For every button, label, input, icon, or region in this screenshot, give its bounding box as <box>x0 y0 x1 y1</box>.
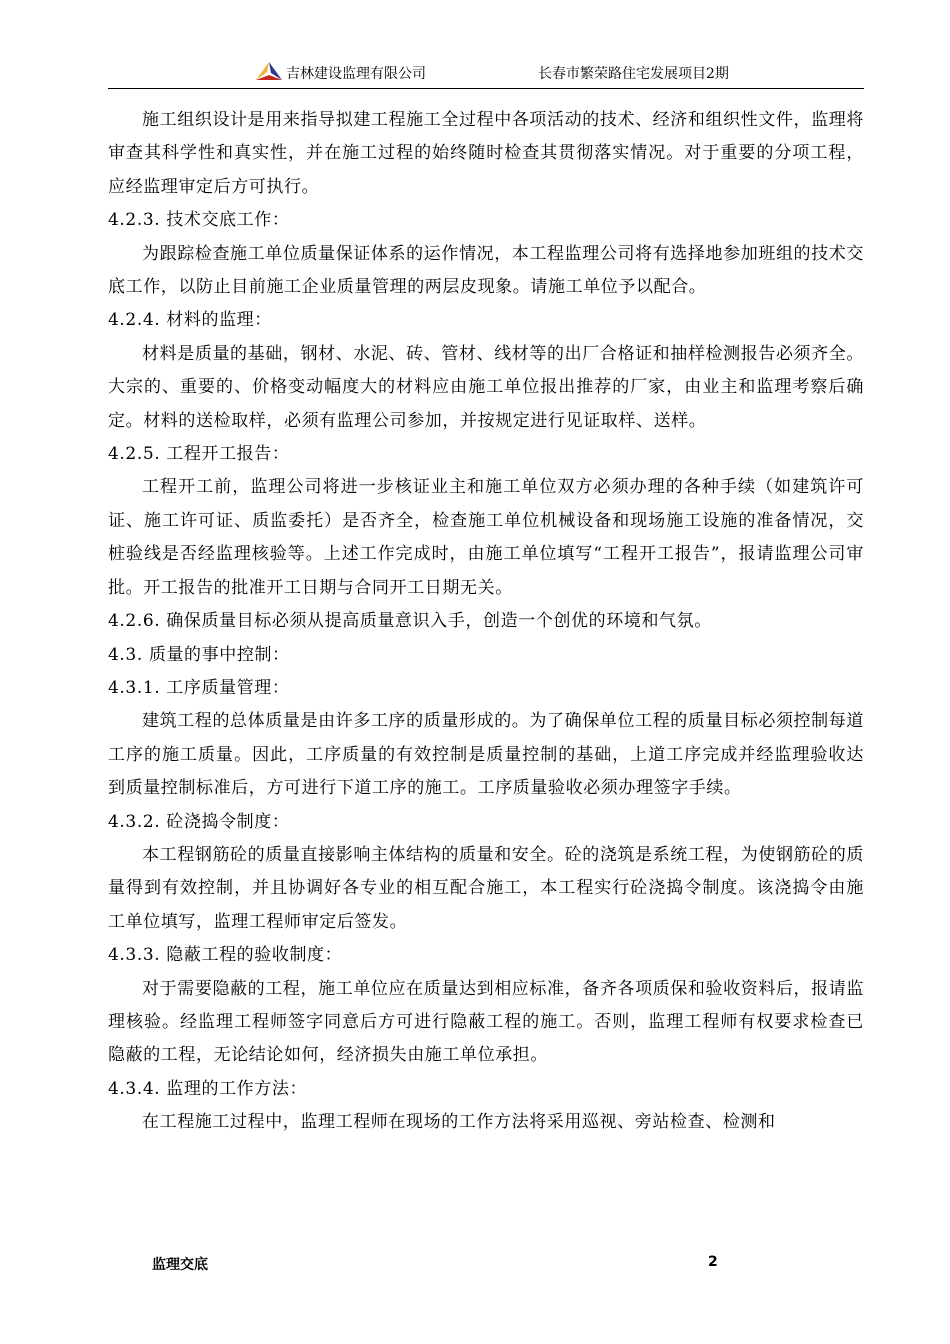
body-paragraph: 对于需要隐蔽的工程，施工单位应在质量达到相应标准，备齐各项质保和验收资料后，报请监理核验。经监理工程师签字同意后方可进行隐蔽工程的施工。否则，监理工程师有权要求检查已隐蔽的工程，无论结论如何，经济损失由施工单位承担。 <box>108 978 864 1066</box>
section-heading: 4.2.3. 技术交底工作： <box>108 210 290 231</box>
company-logo-icon <box>254 60 284 82</box>
body-paragraph: 材料是质量的基础，钢材、水泥、砖、管材、线材等的出厂合格证和抽样检测报告必须齐全。大宗的、重要的、价格变动幅度大的材料应由施工单位报出推荐的厂家，由业主和监理考察后确定。材料的送检取样，必须有监理公司参加，并按规定进行见证取样、送样。 <box>108 343 864 431</box>
body-paragraph: 建筑工程的总体质量是由许多工序的质量形成的。为了确保单位工程的质量目标必须控制每道工序的施工质量。因此，工序质量的有效控制是质量控制的基础，上道工序完成并经监理验收达到质量控制标准后，方可进行下道工序的施工。工序质量验收必须办理签字手续。 <box>108 711 864 799</box>
body-paragraph: 本工程钢筋砼的质量直接影响主体结构的质量和安全。砼的浇筑是系统工程，为使钢筋砼的质量得到有效控制，并且协调好各专业的相互配合施工，本工程实行砼浇捣令制度。该浇捣令由施工单位填写，监理工程师审定后签发。 <box>108 844 864 932</box>
footer-title: 监理交底 <box>152 1257 208 1273</box>
section-heading: 4.3. 质量的事中控制： <box>108 644 290 665</box>
section-heading: 4.3.4. 监理的工作方法： <box>108 1078 308 1099</box>
section-heading: 4.3.2. 砼浇捣令制度： <box>108 811 290 832</box>
page-number: 2 <box>708 1254 718 1270</box>
project-name: 长春市繁荣路住宅发展项目2期 <box>538 66 729 82</box>
document-body <box>108 104 864 1140</box>
company-name: 吉林建设监理有限公司 <box>286 66 426 82</box>
header-divider <box>108 88 864 89</box>
page-header <box>108 58 864 88</box>
section-heading: 4.2.4. 材料的监理： <box>108 310 272 331</box>
section-heading: 4.3.3. 隐蔽工程的验收制度： <box>108 945 343 966</box>
body-paragraph: 工程开工前，监理公司将进一步核证业主和施工单位双方必须办理的各种手续（如建筑许可证、施工许可证、质监委托）是否齐全，检查施工单位机械设备和现场施工设施的准备情况，交桩验线是否经监理核验等。上述工作完成时，由施工单位填写“工程开工报告”，报请监理公司审批。开工报告的批准开工日期与合同开工日期无关。 <box>108 477 864 598</box>
section-heading: 4.2.6. 确保质量目标必须从提高质量意识入手，创造一个创优的环境和气氛。 <box>108 611 712 632</box>
body-paragraph: 为跟踪检查施工单位质量保证体系的运作情况，本工程监理公司将有选择地参加班组的技术交底工作，以防止目前施工企业质量管理的两层皮现象。请施工单位予以配合。 <box>108 243 864 298</box>
body-paragraph: 在工程施工过程中，监理工程师在现场的工作方法将采用巡视、旁站检查、检测和 <box>142 1112 776 1133</box>
body-paragraph: 施工组织设计是用来指导拟建工程施工全过程中各项活动的技术、经济和组织性文件，监理将审查其科学性和真实性，并在施工过程的始终随时检查其贯彻落实情况。对于重要的分项工程，应经监理审定后方可执行。 <box>108 110 864 197</box>
section-heading: 4.3.1. 工序质量管理： <box>108 677 290 698</box>
section-heading: 4.2.5. 工程开工报告： <box>108 444 290 465</box>
